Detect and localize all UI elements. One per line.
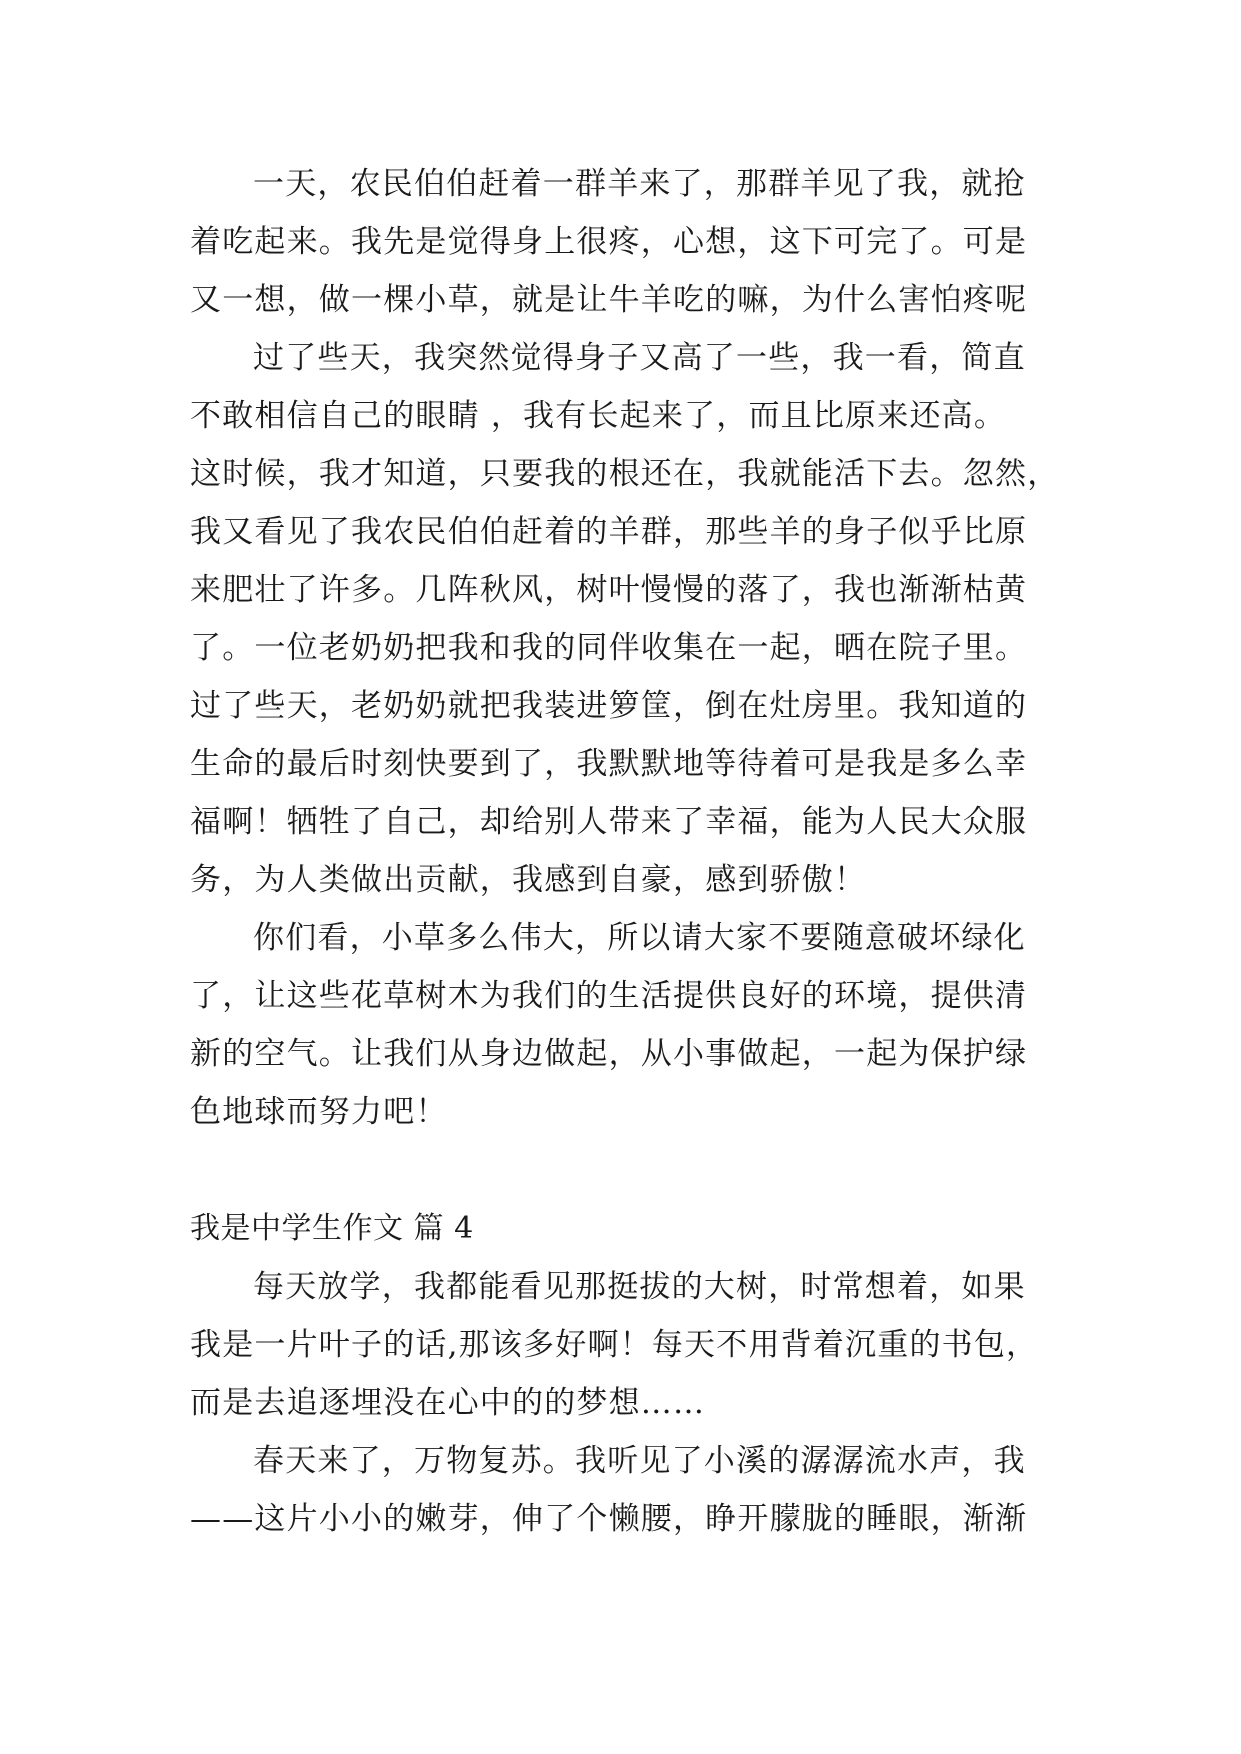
paragraph-line: 过了些天，我突然觉得身子又高了一些，我一看，简直 [253,340,1026,376]
paragraph-line: 你们看，小草多么伟大，所以请大家不要随意破坏绿化 [253,920,1026,956]
paragraph-line: 过了些天，老奶奶就把我装进箩筐，倒在灶房里。我知道的 [190,688,1028,724]
paragraph-line: 福啊！牺牲了自己，却给别人带来了幸福，能为人民大众服 [190,804,1028,840]
paragraph-line: 我是一片叶子的话,那该多好啊！每天不用背着沉重的书包， [190,1327,1039,1363]
paragraph-line: 而是去追逐埋没在心中的的梦想…… [190,1385,706,1421]
paragraph-line: 又一想，做一棵小草，就是让牛羊吃的嘛，为什么害怕疼呢 [190,282,1028,318]
paragraph-line: 不敢相信自己的眼睛 ，我有长起来了，而且比原来还高。 [190,398,1007,434]
paragraph-line: 务，为人类做出贡献，我感到自豪，感到骄傲！ [190,862,867,898]
paragraph-line: 春天来了，万物复苏。我听见了小溪的潺潺流水声，我 [253,1443,1026,1479]
paragraph-line: 这时候，我才知道，只要我的根还在，我就能活下去。忽然， [190,456,1060,492]
paragraph-line: 了。一位老奶奶把我和我的同伴收集在一起，晒在院子里。 [190,630,1028,666]
paragraph-line: ——这片小小的嫩芽，伸了个懒腰，睁开朦胧的睡眼，渐渐 [190,1501,1028,1537]
paragraph-line: 生命的最后时刻快要到了，我默默地等待着可是我是多么幸 [190,746,1028,782]
paragraph-line: 每天放学，我都能看见那挺拔的大树，时常想着，如果 [253,1269,1026,1305]
section-heading: 我是中学生作文 篇 4 [190,1211,474,1246]
paragraph-line: 了，让这些花草树木为我们的生活提供良好的环境，提供清 [190,978,1028,1014]
paragraph-line: 一天，农民伯伯赶着一群羊来了，那群羊见了我，就抢 [253,166,1026,202]
paragraph-line: 新的空气。让我们从身边做起，从小事做起，一起为保护绿 [190,1036,1028,1072]
paragraph-line: 我又看见了我农民伯伯赶着的羊群，那些羊的身子似乎比原 [190,514,1028,550]
paragraph-line: 着吃起来。我先是觉得身上很疼，心想，这下可完了。可是 [190,224,1028,260]
paragraph-line: 色地球而努力吧！ [190,1094,448,1130]
paragraph-line: 来肥壮了许多。几阵秋风，树叶慢慢的落了，我也渐渐枯黄 [190,572,1028,608]
